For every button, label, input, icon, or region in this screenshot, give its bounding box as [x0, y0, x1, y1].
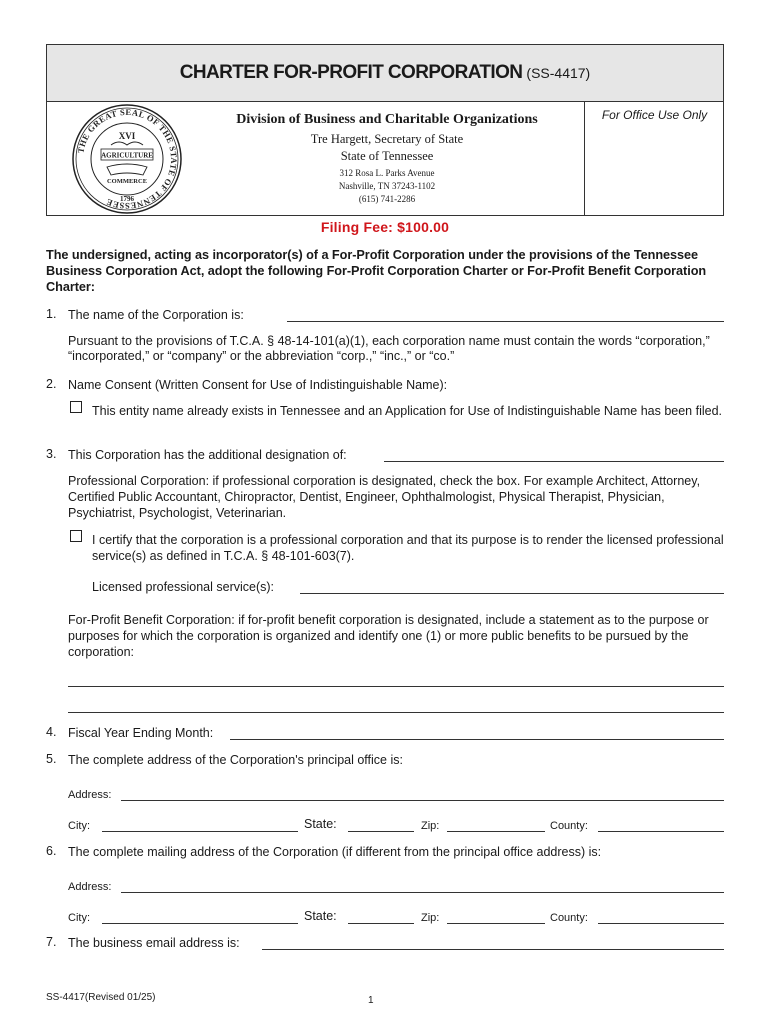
professional-corp-checkbox[interactable] [70, 530, 82, 542]
item-2-label: Name Consent (Written Consent for Use of Indistinguishable Name): [68, 378, 448, 392]
additional-designation-field[interactable] [384, 461, 724, 462]
mailing-zip-field[interactable] [447, 923, 545, 924]
footer-revision: SS-4417(Revised 01/25) [46, 992, 156, 1003]
item-2-number: 2. [46, 377, 57, 391]
mailing-state-label: State: [304, 909, 337, 923]
title-bar [47, 45, 723, 102]
fiscal-year-field[interactable] [230, 739, 724, 740]
secretary-name: Tre Hargett, Secretary of State [310, 132, 464, 146]
mailing-city-label: City: [68, 912, 90, 924]
principal-city-field[interactable] [102, 831, 298, 832]
item-5-number: 5. [46, 752, 57, 766]
item-4-label: Fiscal Year Ending Month: [68, 726, 214, 740]
licensed-service-label: Licensed professional service(s): [92, 580, 275, 594]
header-box [46, 44, 724, 216]
office-use-label: For Office Use Only [601, 108, 708, 122]
item-1-number: 1. [46, 307, 57, 321]
item-3-number: 3. [46, 447, 57, 461]
principal-state-label: State: [304, 817, 337, 831]
principal-county-field[interactable] [598, 831, 724, 832]
principal-address-field[interactable] [121, 800, 724, 801]
intro-statement: The undersigned, acting as incorporator(s) of a For-Profit Corporation under the provisions of the Tennessee Business Corporation Act, adopt the following For-Profit Corporation Charter or For-Profit Benefit Corporation Charter: [46, 248, 707, 294]
item-1-note: Pursuant to the provisions of T.C.A. § 48-14-101(a)(1), each corporation name must contain the words “corporation,” “incorporated,” or “company” or the abbreviation “corp.,” “inc.,” or “co.” [68, 334, 710, 363]
footer-page-number: 1 [368, 995, 374, 1006]
form-code: (SS-4417) [526, 65, 591, 81]
principal-address-label: Address: [68, 789, 112, 801]
header-body [47, 102, 723, 216]
state-seal-icon [71, 103, 183, 215]
mailing-county-label: County: [550, 912, 588, 924]
office-address-line2: Nashville, TN 37243-1102 [338, 181, 436, 191]
professional-corp-text: Professional Corporation: if professional corporation is designated, check the box. For example Architect, Attorney, Certified Public Accountant, Chiropractor, Dentist, Engineer, Ophthalmologist, Physical Therapist, Physician, Psychiatrist, Psychologist, Veterinarian. [68, 474, 701, 520]
business-email-field[interactable] [262, 949, 724, 950]
mailing-county-field[interactable] [598, 923, 724, 924]
seal-commerce: COMMERCE [106, 178, 148, 185]
item-4-number: 4. [46, 725, 57, 739]
name-consent-text: This entity name already exists in Tennessee and an Application for Use of Indistinguishable Name has been filed. [92, 404, 723, 418]
division-block [197, 112, 577, 206]
office-address-line1: 312 Rosa L. Parks Avenue [339, 168, 435, 178]
principal-zip-label: Zip: [421, 820, 440, 832]
item-6-number: 6. [46, 844, 57, 858]
mailing-address-field[interactable] [121, 892, 724, 893]
benefit-statement-line-1[interactable] [68, 686, 724, 687]
filing-fee: Filing Fee: $100.00 [320, 219, 450, 235]
item-3-label: This Corporation has the additional designation of: [68, 448, 347, 462]
item-7-label: The business email address is: [68, 936, 240, 950]
seal-agriculture: AGRICULTURE [101, 151, 153, 160]
mailing-address-label: Address: [68, 881, 112, 893]
principal-state-field[interactable] [348, 831, 414, 832]
professional-corp-certify: I certify that the corporation is a professional corporation and that its purpose is to render the licensed professional service(s) as defined in T.C.A. § 48-101-603(7). [92, 533, 724, 563]
mailing-zip-label: Zip: [421, 912, 440, 924]
seal-roman: XVI [118, 131, 136, 141]
principal-city-label: City: [68, 820, 90, 832]
form-title: CHARTER FOR-PROFIT CORPORATION [179, 62, 523, 83]
division-name: Division of Business and Charitable Organizations [236, 112, 538, 127]
seal-outer-text: THE GREAT SEAL OF THE STATE OF TENNESSEE [75, 106, 180, 212]
mailing-city-field[interactable] [102, 923, 298, 924]
principal-zip-field[interactable] [447, 831, 545, 832]
corporation-name-field[interactable] [287, 321, 724, 322]
office-phone: (615) 741-2286 [358, 194, 416, 204]
item-7-number: 7. [46, 935, 57, 949]
item-1-label: The name of the Corporation is: [68, 308, 244, 322]
seal-year: 1796 [120, 195, 134, 203]
mailing-state-field[interactable] [348, 923, 414, 924]
name-consent-checkbox[interactable] [70, 401, 82, 413]
benefit-corp-text: For-Profit Benefit Corporation: if for-profit benefit corporation is designated, include a statement as to the purpose or purposes for which the corporation is organized and identify one (1) or more public benefits to be pursued by the corporation: [68, 613, 709, 659]
principal-county-label: County: [550, 820, 588, 832]
benefit-statement-line-2[interactable] [68, 712, 724, 713]
licensed-service-field[interactable] [300, 593, 724, 594]
item-6-label: The complete mailing address of the Corporation (if different from the principal office address) is: [68, 845, 602, 859]
item-5-label: The complete address of the Corporation's principal office is: [68, 753, 403, 767]
office-use-box [584, 102, 724, 216]
state-name: State of Tennessee [340, 149, 434, 163]
